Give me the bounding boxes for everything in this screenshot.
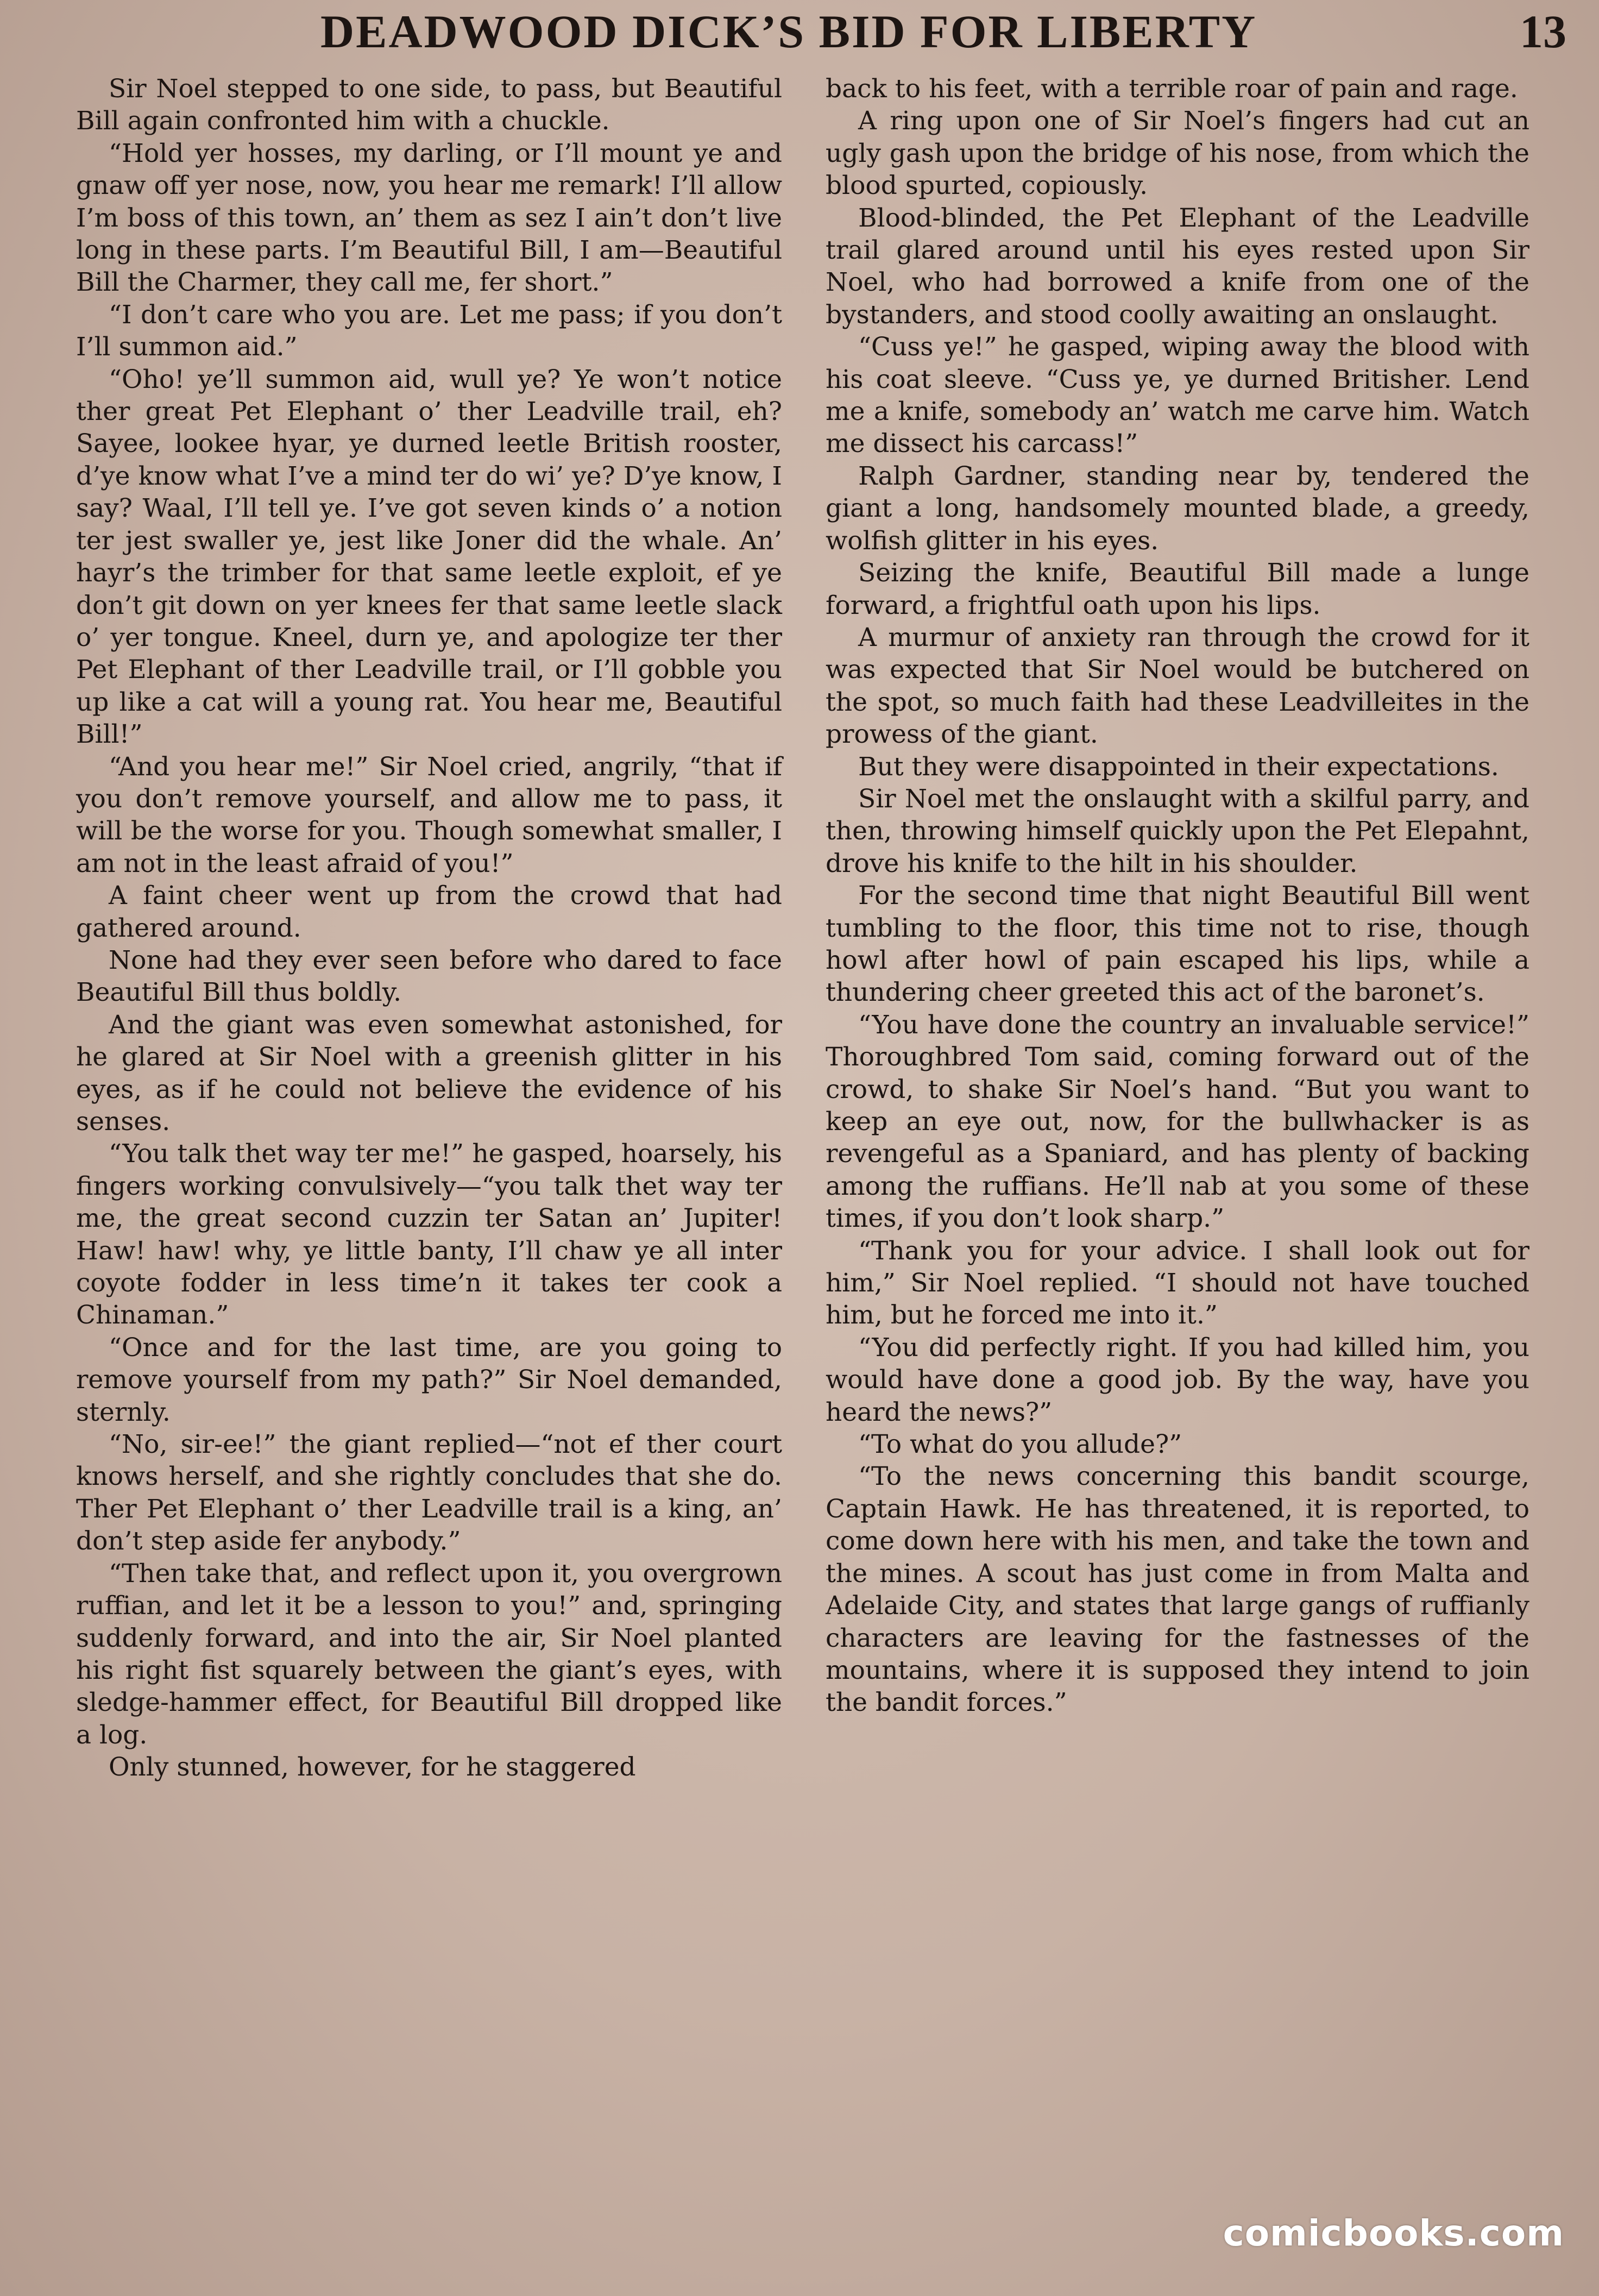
paragraph: “Then take that, and reflect upon it, you overgrown ruffian, and let it be a lesson to you!” and, springing suddenly forward, and into the air, Sir Noel planted his right fist squarely between the giant’s eyes, with sledge-hammer effect, for Beautiful Bill dropped like a log. <box>76 1558 782 1750</box>
paragraph: “No, sir-ee!” the giant replied—“not ef ther court knows herself, and she rightly concludes that she do. Ther Pet Elephant o’ ther Leadville trail is a king, an’ don’t step aside fer anybody.” <box>76 1429 782 1557</box>
running-title: DEADWOOD DICK’S BID FOR LIBERTY <box>320 5 1257 58</box>
page-header <box>0 0 1599 81</box>
paragraph: “You talk thet way ter me!” he gasped, hoarsely, his fingers working convulsively—“you talk thet way ter me, the great second cuzzin ter Satan an’ Jupiter! Haw! haw! why, ye little banty, I’ll chaw ye all inter coyote fodder in less time’n it takes ter cook a Chinaman.” <box>76 1139 782 1331</box>
paragraph: A ring upon one of Sir Noel’s fingers had cut an ugly gash upon the bridge of his nose, from which the blood spurted, copiously. <box>826 106 1529 201</box>
right-column <box>826 73 1529 1719</box>
paragraph: Sir Noel met the onslaught with a skilful parry, and then, throwing himself quickly upon the Pet Elepahnt, drove his knife to the hilt in his shoulder. <box>826 783 1529 879</box>
paragraph: “To the news concerning this bandit scourge, Captain Hawk. He has threatened, it is reported, to come down here with his men, and take the town and the mines. A scout has just come in from Malta and Adelaide City, and states that large gangs of ruffianly characters are leaving for the fastnesses of the mountains, where it is supposed they intend to join the bandit forces.” <box>826 1461 1529 1718</box>
paragraph: “Thank you for your advice. I shall look out for him,” Sir Noel replied. “I should not have touched him, but he forced me into it.” <box>826 1235 1529 1331</box>
paragraph-continued: back to his feet, with a terrible roar of pain and rage. <box>826 74 1518 104</box>
paragraph: “Cuss ye!” he gasped, wiping away the blood with his coat sleeve. “Cuss ye, ye durned Britisher. Lend me a knife, somebody an’ watch me carve him. Watch me dissect his carcass!” <box>826 332 1529 459</box>
paragraph: And the giant was even somewhat astonished, for he glared at Sir Noel with a greenish glitter in his eyes, as if he could not believe the evidence of his senses. <box>76 1009 782 1137</box>
paragraph: Only stunned, however, for he staggered <box>109 1752 636 1783</box>
paragraph: “Once and for the last time, are you going to remove yourself from my path?” Sir Noel demanded, sternly. <box>76 1332 782 1427</box>
site-watermark: comicbooks.com <box>1223 2212 1564 2254</box>
paragraph: None had they ever seen before who dared to face Beautiful Bill thus boldly. <box>76 945 782 1008</box>
paragraph: Blood-blinded, the Pet Elephant of the Leadville trail glared around until his eyes rested upon Sir Noel, who had borrowed a knife from one of the bystanders, and stood coolly awaiting an onslaught. <box>826 203 1529 330</box>
page-number: 13 <box>1520 5 1566 58</box>
paragraph: “Hold yer hosses, my darling, or I’ll mount ye and gnaw off yer nose, now, you hear me remark! I’ll allow I’m boss of this town, an’ them as sez I ain’t don’t live long in these parts. I’m Beautiful Bill, I am—Beautiful Bill the Charmer, they call me, fer short.” <box>76 138 782 298</box>
paragraph: “You have done the country an invaluable service!” Thoroughbred Tom said, coming forward out of the crowd, to shake Sir Noel’s hand. “But you want to keep an eye out, now, for the bullwhacker is as revengeful as a Spaniard, and has plenty of backing among the ruffians. He’ll nab at you some of these times, if you don’t look sharp.” <box>826 1009 1529 1234</box>
paragraph: “I don’t care who you are. Let me pass; if you don’t I’ll summon aid.” <box>76 299 782 362</box>
paragraph: Ralph Gardner, standing near by, tendered the giant a long, handsomely mounted blade, a greedy, wolfish glitter in his eyes. <box>826 461 1529 556</box>
paragraph: A faint cheer went up from the crowd that had gathered around. <box>76 881 782 943</box>
paragraph: “Oho! ye’ll summon aid, wull ye? Ye won’t notice ther great Pet Elephant o’ ther Leadville trail, eh? Sayee, lookee hyar, ye durned leetle British rooster, d’ye know what I’ve a mind ter do wi’ ye? D’ye know, I say? Waal, I’ll tell ye. I’ve got seven kinds o’ a notion ter jest swaller ye, jest like Joner did the whale. An’ hayr’s the trimber for that same leetle exploit, ef ye don’t git down on yer knees fer that same leetle slack o’ yer tongue. Kneel, durn ye, and apologize ter ther Pet Elephant of ther Leadville trail, or I’ll gobble you up like a cat will a young rat. You hear me, Beautiful Bill!” <box>76 364 782 750</box>
paragraph: “You did perfectly right. If you had killed him, you would have done a good job. By the way, have you heard the news?” <box>826 1332 1529 1427</box>
paragraph: “To what do you allude?” <box>858 1429 1182 1460</box>
paragraph: Seizing the knife, Beautiful Bill made a lunge forward, a frightful oath upon his lips. <box>826 558 1529 620</box>
paragraph: A murmur of anxiety ran through the crowd for it was expected that Sir Noel would be butchered on the spot, so much faith had these Leadvilleites in the prowess of the giant. <box>826 622 1529 750</box>
paragraph: “And you hear me!” Sir Noel cried, angrily, “that if you don’t remove yourself, and allow me to pass, it will be the worse for you. Though somewhat smaller, I am not in the least afraid of you!” <box>76 751 782 879</box>
paragraph: Sir Noel stepped to one side, to pass, but Beautiful Bill again confronted him with a chuckle. <box>76 74 782 136</box>
paragraph: For the second time that night Beautiful Bill went tumbling to the floor, this time not to rise, though howl after howl of pain escaped his lips, while a thundering cheer greeted this act of the baronet’s. <box>826 881 1529 1008</box>
left-column <box>76 73 782 1784</box>
paragraph: But they were disappointed in their expectations. <box>858 751 1499 782</box>
